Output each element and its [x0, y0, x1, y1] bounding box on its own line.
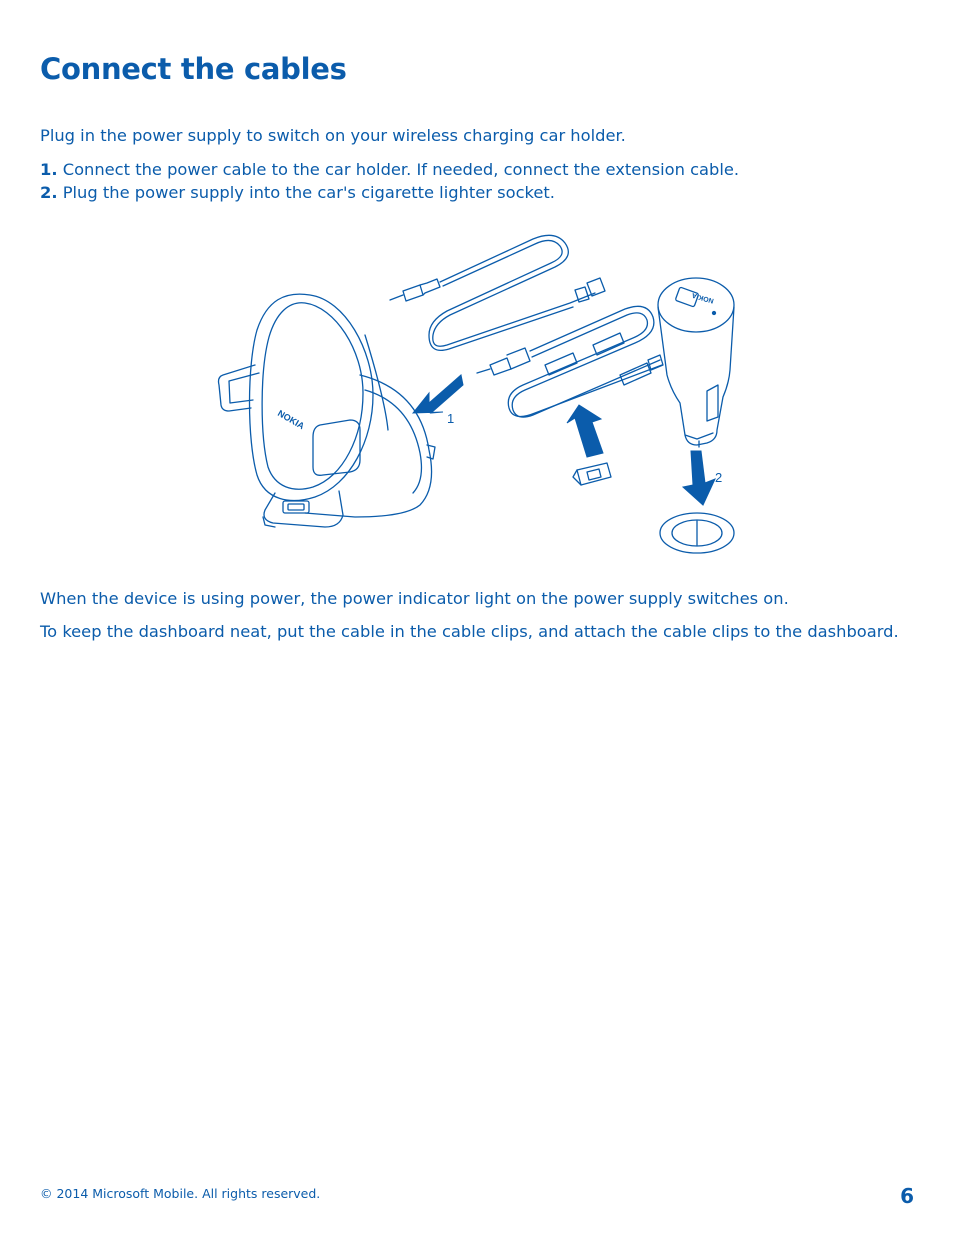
arrow-2-icon [683, 451, 715, 505]
car-charger [658, 278, 734, 447]
cable-connection-illustration [215, 225, 745, 560]
cable-clip [573, 463, 611, 485]
cable-clip-note: To keep the dashboard neat, put the cable in the cable clips, and attach the cable clips to the dashboard. [40, 622, 899, 641]
page-number: 6 [900, 1184, 914, 1208]
power-indicator-note: When the device is using power, the power indicator light on the power supply switches on. [40, 589, 789, 608]
arrow-1-icon [413, 375, 463, 413]
step-item [40, 181, 739, 204]
power-cable [477, 306, 662, 417]
callout-2: 2 [715, 470, 723, 485]
copyright-footer: © 2014 Microsoft Mobile. All rights reserved. [40, 1186, 321, 1201]
holder-brand-label: NOKIA [276, 408, 307, 432]
cigarette-lighter-socket [660, 513, 734, 553]
step-number: 1. [40, 160, 58, 179]
step-number: 2. [40, 183, 58, 202]
cable-clips-on-cable [545, 333, 663, 385]
car-holder [219, 294, 436, 527]
charger-brand-label: NOKIA [691, 290, 715, 304]
arrow-up-icon [567, 405, 603, 457]
callout-1: 1 [447, 411, 455, 426]
step-text: Plug the power supply into the car's cigarette lighter socket. [62, 183, 555, 202]
step-text: Connect the power cable to the car holder. If needed, connect the extension cable. [62, 160, 740, 179]
intro-paragraph: Plug in the power supply to switch on your wireless charging car holder. [40, 126, 626, 145]
extension-cable [390, 235, 605, 350]
step-item [40, 158, 739, 181]
page-title: Connect the cables [40, 52, 347, 86]
steps-list [40, 158, 739, 204]
